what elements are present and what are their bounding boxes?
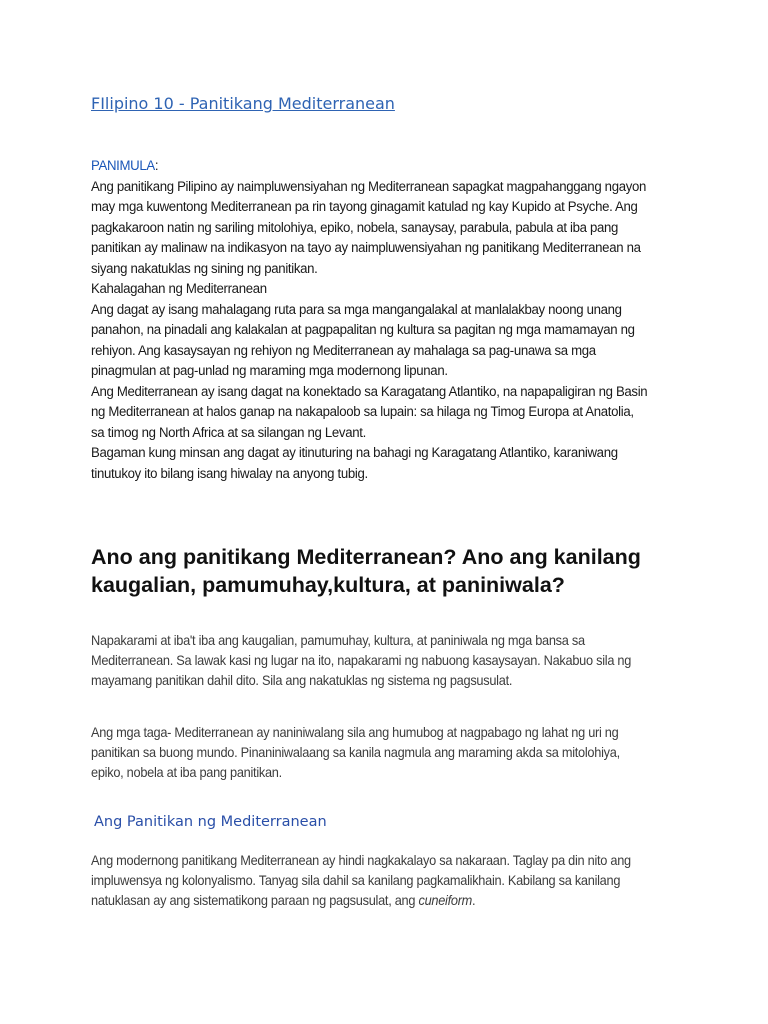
section3-paragraph-1 (91, 851, 655, 911)
section3-heading: Ang Panitikan ng Mediterranean (94, 814, 327, 830)
cuneiform-term: cuneiform (418, 893, 473, 908)
section3-end-punct: . (472, 893, 476, 908)
intro-label: PANIMULA (91, 158, 155, 174)
section3-paragraph-1-block (91, 851, 655, 911)
intro-label-line (91, 156, 649, 177)
question-heading: Ano ang panitikang Mediterranean? Ano ang kanilang kaugalian, pamumuhay,kultura, at paniniwala? (91, 545, 641, 597)
section3-paragraph-text: Ang modernong panitikang Mediterranean ay hindi nagkakalayo sa nakaraan. Taglay pa din nito ang impluwensya ng kolonyalismo. Tanyag sila dahil sa kanilang pagkamalikhain. Kabilang sa kanilang natuklasan ay ang sistematikong paraan ng pagsusulat, ang (91, 853, 631, 908)
section2-paragraph-1: Napakarami at iba't iba ang kaugalian, pamumuhay, kultura, at paniniwala ng mga bansa sa Mediterranean. Sa lawak kasi ng lugar na ito, napakarami ng nabuong kasaysayan. Nakabuo sila ng mayamang panitikan dahil dito. Sila ang nakatuklas ng sistema ng pagsusulat. (91, 633, 632, 688)
intro-subheading: Kahalagahan ng Mediterranean (91, 281, 267, 297)
intro-section (91, 156, 649, 484)
intro-paragraph-3: Ang Mediterranean ay isang dagat na konektado sa Karagatang Atlantiko, na napapaligiran ng Basin ng Mediterranean at halos ganap na nakapaloob sa lupain: sa hilaga ng Timog Europa at Anatolia, sa timog ng North Africa at sa silangan ng Levant. (91, 383, 648, 441)
intro-paragraph-4: Bagaman kung minsan ang dagat ay itinuturing na bahagi ng Karagatang Atlantiko, karaniwang tinutukoy ito bilang isang hiwalay na anyong tubig. (91, 445, 618, 482)
page-title[interactable]: FIlipino 10 - Panitikang Mediterranean (91, 94, 395, 113)
intro-paragraph-1: Ang panitikang Pilipino ay naimpluwensiyahan ng Mediterranean sapagkat magpahanggang ngayon may mga kuwentong Mediterranean pa rin tayong ginagamit katulad ng kay Kupido at Psyche. Ang pagkakaroon natin ng sariling mitolohiya, epiko, nobela, sanaysay, parabula, pabula at iba pang panitikan ay malinaw na indikasyon na tayo ay naimpluwensiyahan ng panitikang Mediterranean na siyang nakatuklas ng sining ng panitikan. (91, 178, 647, 277)
intro-paragraph-2: Ang dagat ay isang mahalagang ruta para sa mga mangangalakal at manlalakbay noong unang panahon, na pinadali ang kalakalan at pagpapalitan ng kultura sa pagitan ng mga mamamayan ng rehiyon. Ang kasaysayan ng rehiyon ng Mediterranean ay mahalaga sa pag-unawa sa mga pinagmulan at pag-unlad ng maraming mga modernong lipunan. (91, 301, 635, 379)
intro-label-suffix: : (154, 158, 159, 174)
section2-paragraph-1-block (91, 631, 655, 691)
section2-paragraph-2: Ang mga taga- Mediterranean ay naniniwalang sila ang humubog at nagpabago ng lahat ng uri ng panitikan sa buong mundo. Pinaniniwalaang sa kanila nagmula ang maraming akda sa mitolohiya, epiko, nobela at iba pang panitikan. (91, 725, 620, 780)
section2-paragraph-2-block (91, 723, 655, 783)
